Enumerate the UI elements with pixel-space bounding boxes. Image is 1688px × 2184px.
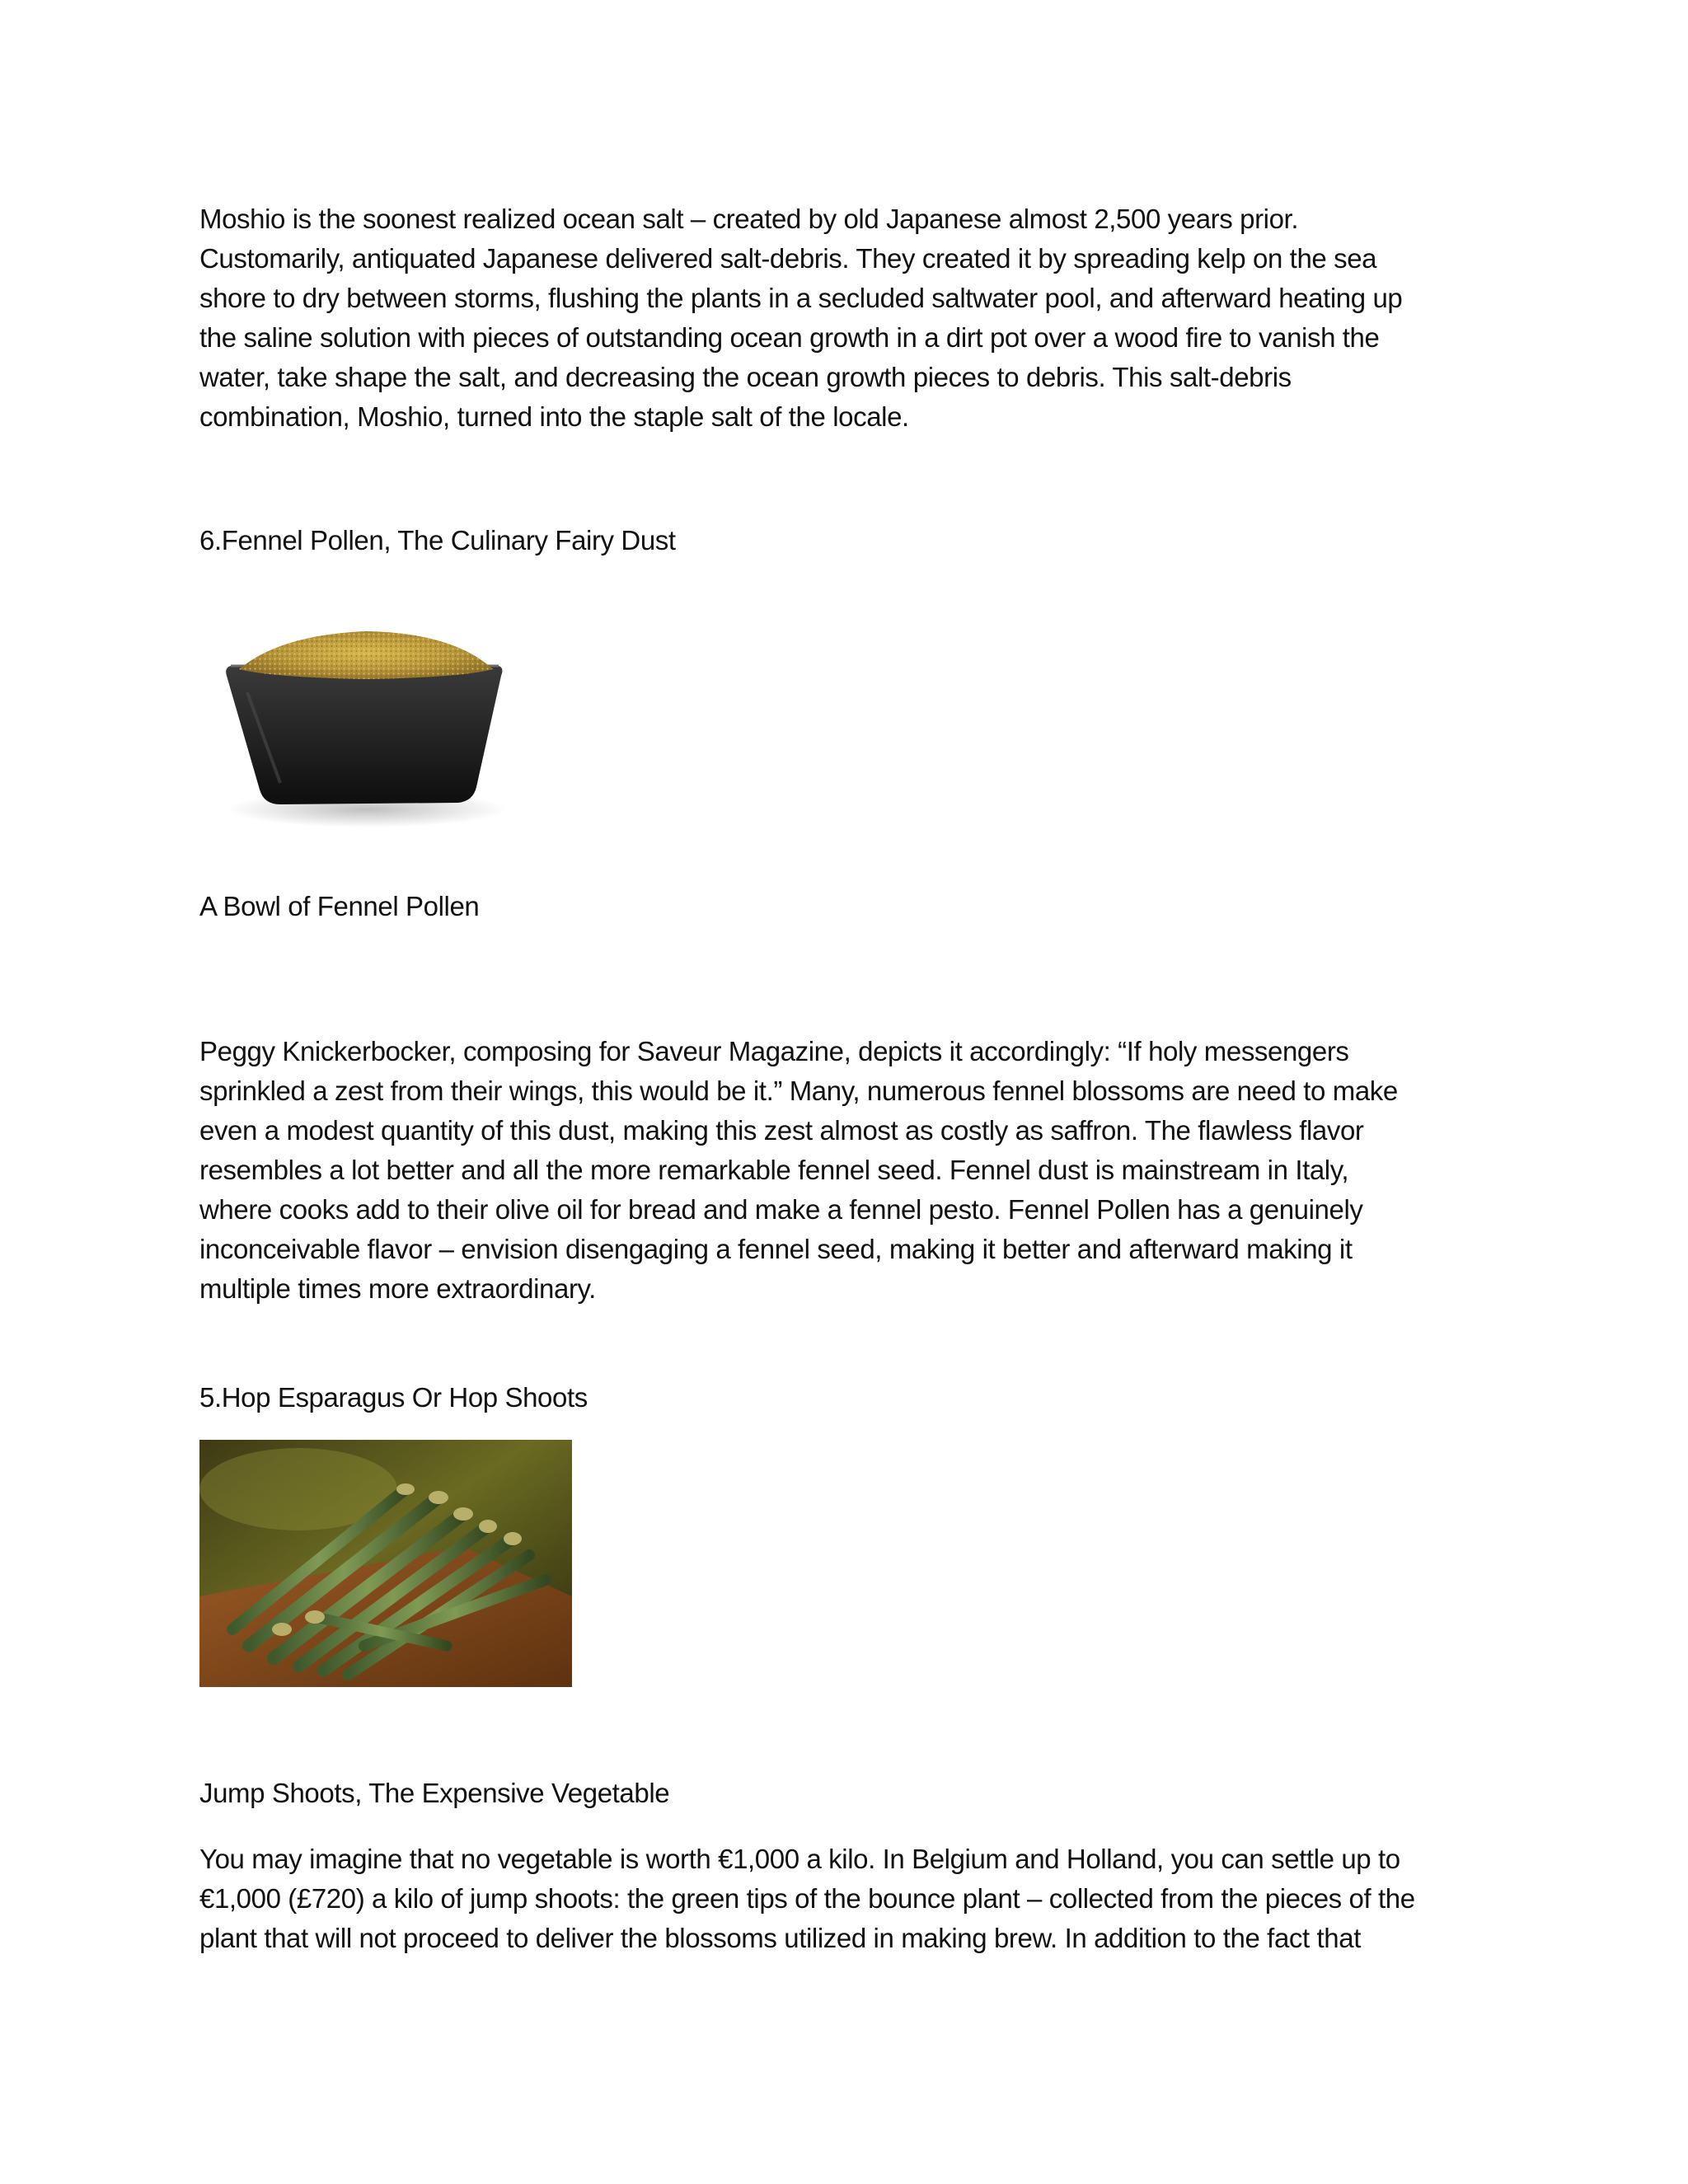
fennel-paragraph: [199, 1032, 1398, 1309]
fennel-pollen-bowl-image: [214, 618, 519, 832]
section-heading-fennel-pollen: 6.Fennel Pollen, The Culinary Fairy Dust: [199, 525, 676, 555]
hop-shoots-image-caption: Jump Shoots, The Expensive Vegetable: [199, 1778, 670, 1808]
paragraph-line: €1,000 (£720) a kilo of jump shoots: the green tips of the bounce plant – collected from the pieces of the: [199, 1883, 1415, 1914]
fennel-image-caption: A Bowl of Fennel Pollen: [199, 891, 480, 921]
paragraph-line: resembles a lot better and all the more remarkable fennel seed. Fennel dust is mainstream in Italy,: [199, 1155, 1349, 1185]
hop-shoots-image: [199, 1440, 572, 1687]
paragraph-line: the saline solution with pieces of outstanding ocean growth in a dirt pot over a wood fire to vanish the: [199, 322, 1380, 353]
paragraph-line: Peggy Knickerbocker, composing for Saveur Magazine, depicts it accordingly: “If holy messengers: [199, 1036, 1349, 1066]
paragraph-line: inconceivable flavor – envision disengaging a fennel seed, making it better and afterward making it: [199, 1234, 1353, 1264]
paragraph-line: sprinkled a zest from their wings, this would be it.” Many, numerous fennel blossoms are need to make: [199, 1076, 1398, 1106]
paragraph-line: Customarily, antiquated Japanese delivered salt-debris. They created it by spreading kelp on the sea: [199, 243, 1377, 274]
moshio-paragraph: [199, 199, 1402, 437]
paragraph-line: even a modest quantity of this dust, making this zest almost as costly as saffron. The flawless flavor: [199, 1115, 1364, 1146]
paragraph-line: water, take shape the salt, and decreasing the ocean growth pieces to debris. This salt-debris: [199, 362, 1292, 392]
paragraph-line: multiple times more extraordinary.: [199, 1273, 596, 1304]
paragraph-line: Moshio is the soonest realized ocean salt – created by old Japanese almost 2,500 years prior.: [199, 204, 1299, 234]
paragraph-line: combination, Moshio, turned into the staple salt of the locale.: [199, 401, 909, 432]
paragraph-line: You may imagine that no vegetable is worth €1,000 a kilo. In Belgium and Holland, you can settle up to: [199, 1844, 1400, 1874]
paragraph-line: shore to dry between storms, flushing the plants in a secluded saltwater pool, and afterward heating up: [199, 283, 1403, 313]
hop-shoots-paragraph: [199, 1840, 1415, 1958]
paragraph-line: plant that will not proceed to deliver the blossoms utilized in making brew. In addition to the fact that: [199, 1923, 1361, 1953]
section-heading-hop-shoots: 5.Hop Esparagus Or Hop Shoots: [199, 1382, 588, 1413]
paragraph-line: where cooks add to their olive oil for bread and make a fennel pesto. Fennel Pollen has a genuinely: [199, 1194, 1363, 1225]
